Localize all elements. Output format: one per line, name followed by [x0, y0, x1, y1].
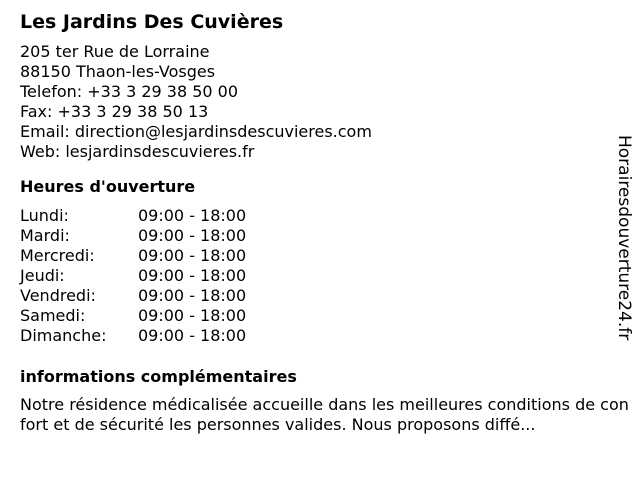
business-card: [20, 10, 630, 435]
hours-row: [20, 266, 630, 286]
hours-row: [20, 286, 630, 306]
email-line: Email: direction@lesjardinsdescuvieres.com: [20, 122, 372, 141]
hours-time: 09:00 - 18:00: [138, 286, 247, 305]
hours-row: [20, 306, 630, 326]
fax-line: Fax: +33 3 29 38 50 13: [20, 102, 209, 121]
business-name: Les Jardins Des Cuvières: [20, 11, 284, 33]
hours-day: Vendredi:: [20, 286, 96, 305]
phone-line: Telefon: +33 3 29 38 50 00: [20, 82, 239, 101]
address-line-2: 88150 Thaon-les-Vosges: [20, 62, 216, 81]
hours-day: Dimanche:: [20, 326, 107, 345]
hours-time: 09:00 - 18:00: [138, 246, 247, 265]
hours-row: [20, 326, 630, 346]
hours-day: Samedi:: [20, 306, 86, 325]
hours-day: Mardi:: [20, 226, 70, 245]
hours-time: 09:00 - 18:00: [138, 306, 247, 325]
hours-day: Mercredi:: [20, 246, 95, 265]
hours-row: [20, 206, 630, 226]
hours-time: 09:00 - 18:00: [138, 326, 247, 345]
address-line-1: 205 ter Rue de Lorraine: [20, 42, 210, 61]
web-line: Web: lesjardinsdescuvieres.fr: [20, 142, 255, 161]
hours-time: 09:00 - 18:00: [138, 206, 247, 225]
hours-table: [20, 206, 630, 346]
hours-time: 09:00 - 18:00: [138, 266, 247, 285]
hours-row: [20, 226, 630, 246]
info-description: Notre résidence médicalisée accueille dans les meilleures conditions de confort et de sécurité les personnes valides. Nous proposons diffé...: [20, 395, 629, 434]
watermark-text: Horairesdouverture24.fr: [614, 135, 634, 341]
hours-heading: Heures d'ouverture: [20, 177, 196, 196]
info-heading: informations complémentaires: [20, 367, 297, 386]
hours-row: [20, 246, 630, 266]
hours-day: Jeudi:: [20, 266, 65, 285]
hours-day: Lundi:: [20, 206, 69, 225]
hours-time: 09:00 - 18:00: [138, 226, 247, 245]
